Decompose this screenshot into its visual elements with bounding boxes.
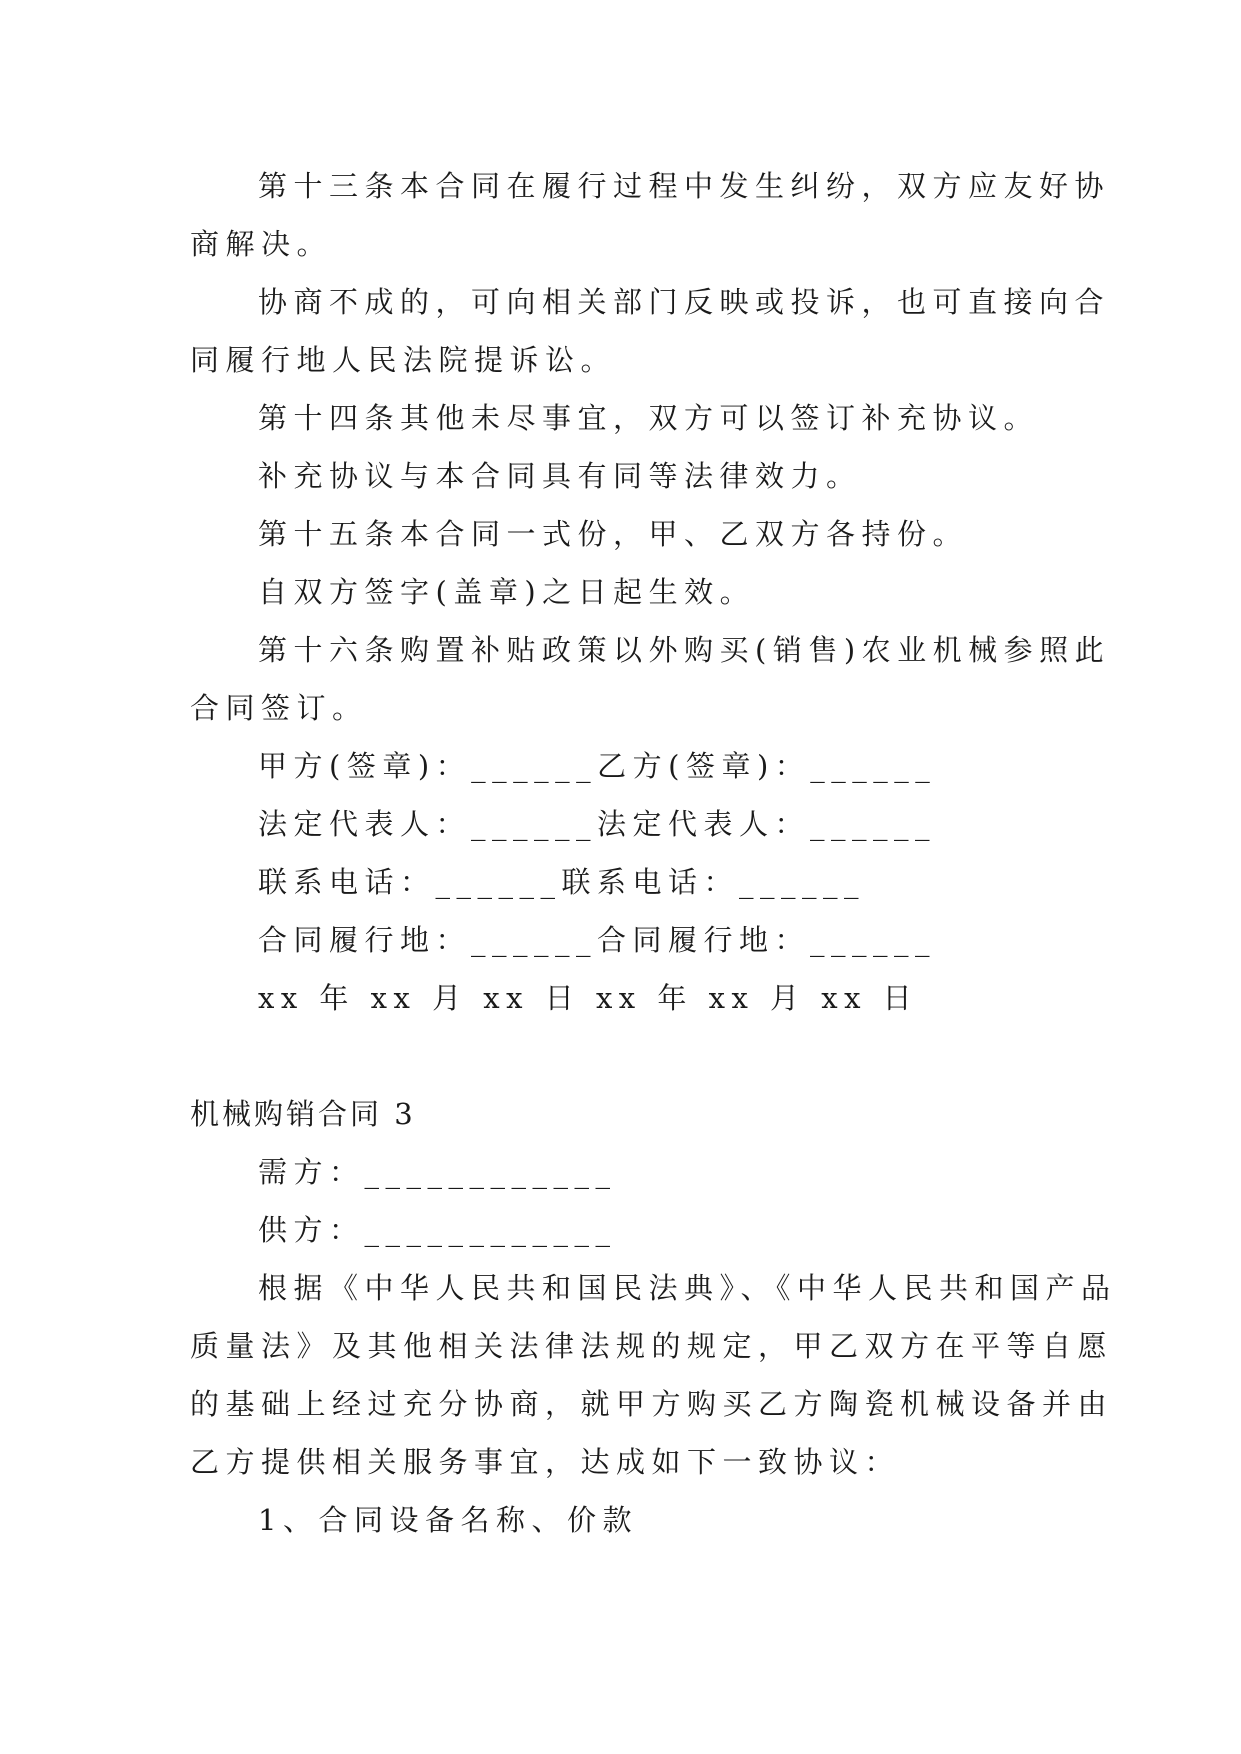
paragraph-line: 第十三条本合同在履行过程中发生纠纷，双方应友好协: [258, 169, 1111, 203]
paragraph-line: 第十四条其他未尽事宜，双方可以签订补充协议。: [258, 401, 1040, 435]
paragraph-line: 第十六条购置补贴政策以外购买(销售)农业机械参照此: [258, 633, 1111, 667]
paragraph-line: 同履行地人民法院提诉讼。: [190, 343, 617, 377]
paragraph-line: 质量法》及其他相关法律法规的规定，甲乙双方在平等自愿: [190, 1329, 1114, 1363]
section-heading: 机械购销合同 3: [190, 1097, 416, 1131]
paragraph-line: 乙方提供相关服务事宜，达成如下一致协议：: [190, 1445, 901, 1479]
paragraph-line: 合同签订。: [190, 691, 368, 725]
paragraph-line: 根据《中华人民共和国民法典》、《中华人民共和国产品: [258, 1271, 1117, 1305]
paragraph-line: 自双方签字(盖章)之日起生效。: [258, 575, 756, 609]
signature-line-phone: 联系电话：______联系电话：______: [258, 865, 866, 899]
signature-line-location: 合同履行地：______合同履行地：______: [258, 923, 937, 957]
field-buyer: 需方：____________: [258, 1155, 617, 1189]
clause-heading: 1、合同设备名称、价款: [258, 1503, 638, 1537]
paragraph-line: 补充协议与本合同具有同等法律效力。: [258, 459, 862, 493]
field-supplier: 供方：____________: [258, 1213, 617, 1247]
paragraph-line: 商解决。: [190, 227, 333, 261]
signature-line-date: xx 年 xx 月 xx 日 xx 年 xx 月 xx 日: [258, 981, 919, 1015]
signature-line-representative: 法定代表人：______法定代表人：______: [258, 807, 937, 841]
paragraph-line: 的基础上经过充分协商，就甲方购买乙方陶瓷机械设备并由: [190, 1387, 1114, 1421]
paragraph-line: 协商不成的，可向相关部门反映或投诉，也可直接向合: [258, 285, 1111, 319]
signature-line-party: 甲方(签章)：______乙方(签章)：______: [258, 749, 937, 783]
paragraph-line: 第十五条本合同一式份，甲、乙双方各持份。: [258, 517, 969, 551]
